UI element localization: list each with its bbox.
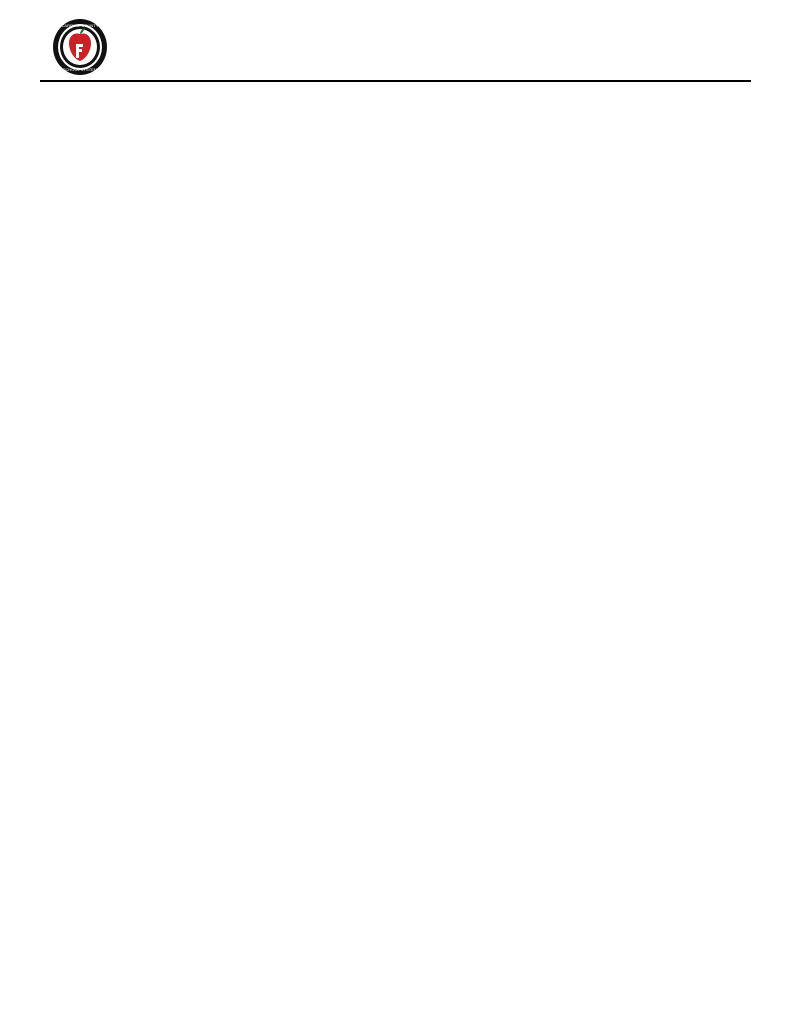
page-header: [0, 0, 791, 80]
svg-text:SCHOOL SYSTEM: SCHOOL SYSTEM: [62, 67, 98, 72]
svg-text:CARROLL COUNTY: CARROLL COUNTY: [61, 23, 99, 28]
calendar-frame: [40, 80, 751, 82]
carroll-county-school-system-seal-icon: [52, 18, 108, 76]
